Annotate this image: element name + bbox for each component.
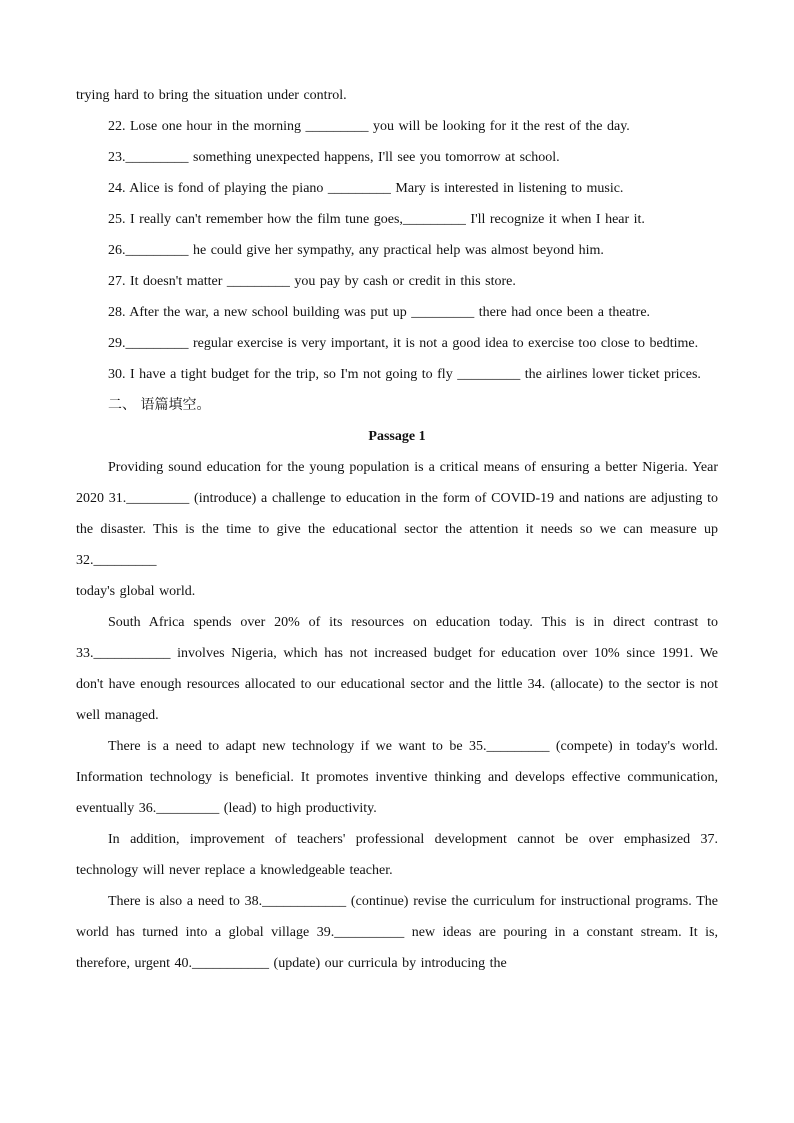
question-25: 25. I really can't remember how the film tune goes,_________ I'll recognize it when I hear it.: [108, 212, 645, 227]
question-22: 22. Lose one hour in the morning _________ you will be looking for it the rest of the day.: [108, 119, 630, 134]
question-28: 28. After the war, a new school building was put up _________ there had once been a theatre.: [108, 305, 651, 320]
passage-paragraph-3: There is a need to adapt new technology if we want to be 35._________ (compete) in today's world. Information technology is beneficial. It promotes inventive thinking and develops effective communication, eventually 36._________ (lead) to high productivity.: [76, 739, 718, 816]
question-continuation: trying hard to bring the situation under control.: [76, 88, 347, 103]
question-24: 24. Alice is fond of playing the piano _________ Mary is interested in listening to music.: [108, 181, 624, 196]
question-26: 26._________ he could give her sympathy, any practical help was almost beyond him.: [108, 243, 604, 258]
question-27: 27. It doesn't matter _________ you pay by cash or credit in this store.: [108, 274, 516, 289]
passage-title: Passage 1: [368, 429, 426, 444]
section-heading: 二、 语篇填空。: [108, 397, 211, 413]
passage-paragraph-1: Providing sound education for the young population is a critical means of ensuring a better Nigeria. Year 2020 31._________ (introduce) a challenge to education in the form of COVID-19 and nations are adjusting to the disaster. This is the time to give the educational sector the attention it needs so we can measure up 32._________: [76, 460, 718, 568]
question-29: 29._________ regular exercise is very important, it is not a good idea to exercise too close to bedtime.: [108, 336, 699, 351]
passage-paragraph-2: South Africa spends over 20% of its resources on education today. This is in direct contrast to 33.___________ involves Nigeria, which has not increased budget for education over 10% since 1991. We don't have enough resources allocated to our educational sector and the little 34. (allocate) to the sector is not well managed.: [76, 615, 718, 723]
question-23: 23._________ something unexpected happens, I'll see you tomorrow at school.: [108, 150, 560, 165]
question-30: 30. I have a tight budget for the trip, so I'm not going to fly _________ the airlines lower ticket prices.: [108, 367, 701, 382]
passage-paragraph-4: In addition, improvement of teachers' professional development cannot be over emphasized 37. technology will never replace a knowledgeable teacher.: [76, 832, 718, 878]
page-content: [76, 80, 718, 979]
passage-paragraph-5: There is also a need to 38.____________ (continue) revise the curriculum for instructional programs. The world has turned into a global village 39.__________ new ideas are pouring in a constant stream. It is, therefore, urgent 40.___________ (update) our curricula by introducing the: [76, 894, 718, 971]
passage-paragraph-1-continuation: today's global world.: [76, 584, 196, 599]
